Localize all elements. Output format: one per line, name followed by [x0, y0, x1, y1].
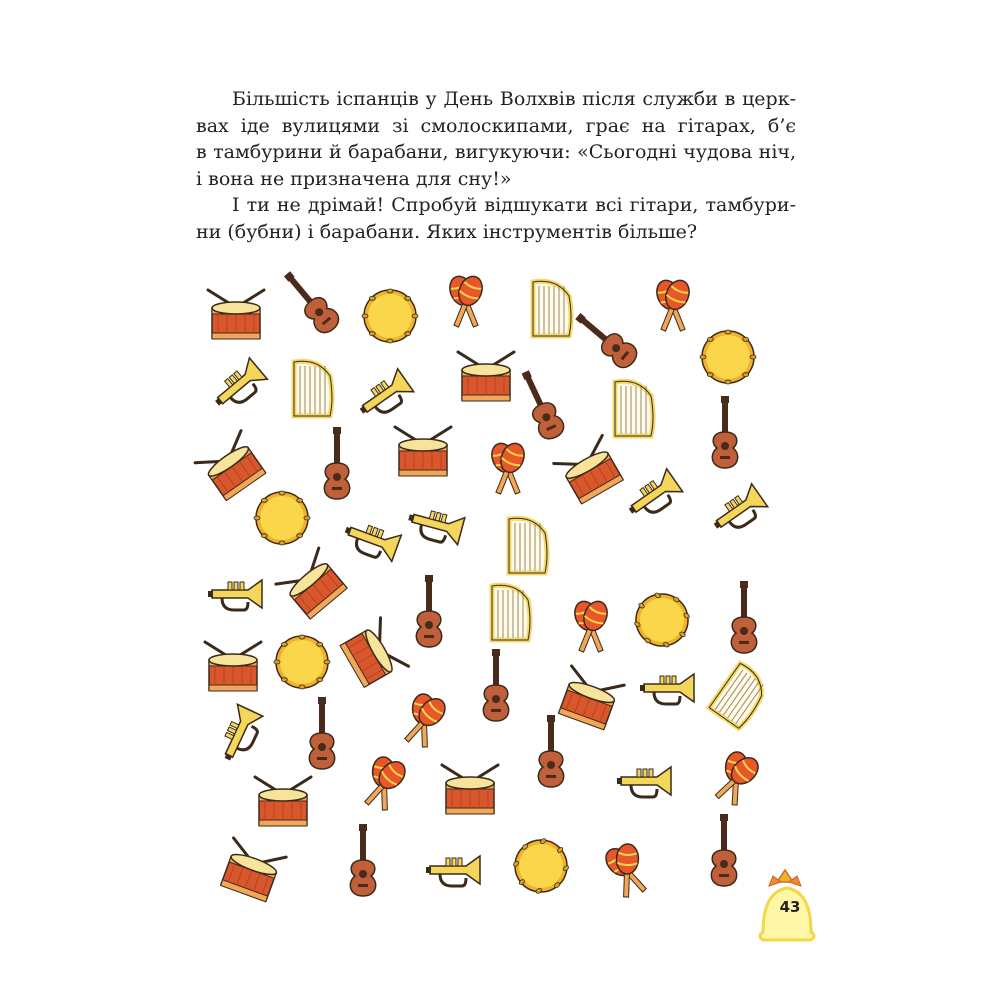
- guitar-icon: [712, 396, 737, 468]
- drum-icon: [458, 352, 514, 401]
- tambourine-icon: [274, 635, 330, 689]
- maracas-icon: [355, 750, 413, 818]
- maracas-icon: [598, 837, 656, 905]
- drum-icon: [205, 642, 261, 691]
- guitar-icon: [483, 649, 508, 721]
- guitar-icon: [711, 814, 736, 886]
- maracas-icon: [395, 687, 453, 755]
- trumpet-icon: [208, 580, 262, 610]
- trumpet-icon: [353, 369, 414, 425]
- harp-icon: [615, 381, 653, 436]
- guitar-icon: [514, 367, 567, 443]
- page-number: 43: [779, 898, 801, 916]
- guitar-icon: [538, 715, 563, 787]
- trumpet-icon: [426, 856, 480, 886]
- drum-icon: [276, 548, 350, 622]
- tambourine-icon: [362, 289, 418, 343]
- guitar-icon: [416, 575, 441, 647]
- trumpet-icon: [617, 767, 671, 797]
- text-line: в тамбурини й барабани, вигукуючи: «Сьогодні чудова ніч,: [196, 141, 796, 163]
- tambourine-icon: [254, 491, 310, 545]
- tambourine-icon: [502, 827, 580, 904]
- drum-icon: [555, 666, 624, 731]
- text-line: Більшість іспанців у День Волхвів після служби в церк-: [232, 88, 796, 110]
- maracas-icon: [488, 440, 529, 497]
- trumpet-icon: [640, 674, 694, 704]
- text-line: вах іде вулицями зі смолоскипами, грає на гітарах, б’є: [196, 114, 796, 137]
- guitar-icon: [731, 581, 756, 653]
- trumpet-icon: [405, 504, 465, 547]
- maracas-icon: [653, 277, 694, 334]
- trumpet-icon: [215, 704, 265, 766]
- guitar-icon: [570, 306, 641, 372]
- drum-icon: [217, 838, 286, 903]
- harp-icon: [294, 361, 332, 416]
- guitar-icon: [277, 266, 343, 337]
- guitar-icon: [350, 824, 375, 896]
- trumpet-icon: [340, 517, 401, 564]
- drum-icon: [442, 765, 498, 814]
- harp-icon: [533, 281, 571, 336]
- guitar-icon: [324, 427, 349, 499]
- maracas-icon: [706, 744, 767, 813]
- drum-icon: [208, 290, 264, 339]
- tambourine-icon: [700, 330, 756, 384]
- drum-icon: [554, 435, 627, 505]
- text-line: ни (бубни) і барабани. Яких інструментів більше?: [196, 220, 698, 243]
- drum-icon: [395, 427, 451, 476]
- maracas-icon: [446, 273, 487, 330]
- maracas-icon: [571, 598, 612, 655]
- text-line: і вона не призначена для сну!»: [196, 167, 512, 190]
- text-line: І ти не дрімай! Спробуй відшукати всі гітари, тамбури-: [232, 194, 796, 216]
- drum-icon: [255, 777, 311, 826]
- harp-icon: [709, 663, 772, 730]
- trumpet-icon: [707, 484, 768, 540]
- drum-icon: [195, 431, 269, 503]
- harp-icon: [509, 518, 547, 573]
- trumpet-icon: [622, 469, 683, 525]
- drum-icon: [338, 618, 408, 691]
- harp-icon: [492, 585, 530, 640]
- guitar-icon: [309, 697, 334, 769]
- trumpet-icon: [208, 358, 269, 416]
- tambourine-icon: [624, 582, 701, 658]
